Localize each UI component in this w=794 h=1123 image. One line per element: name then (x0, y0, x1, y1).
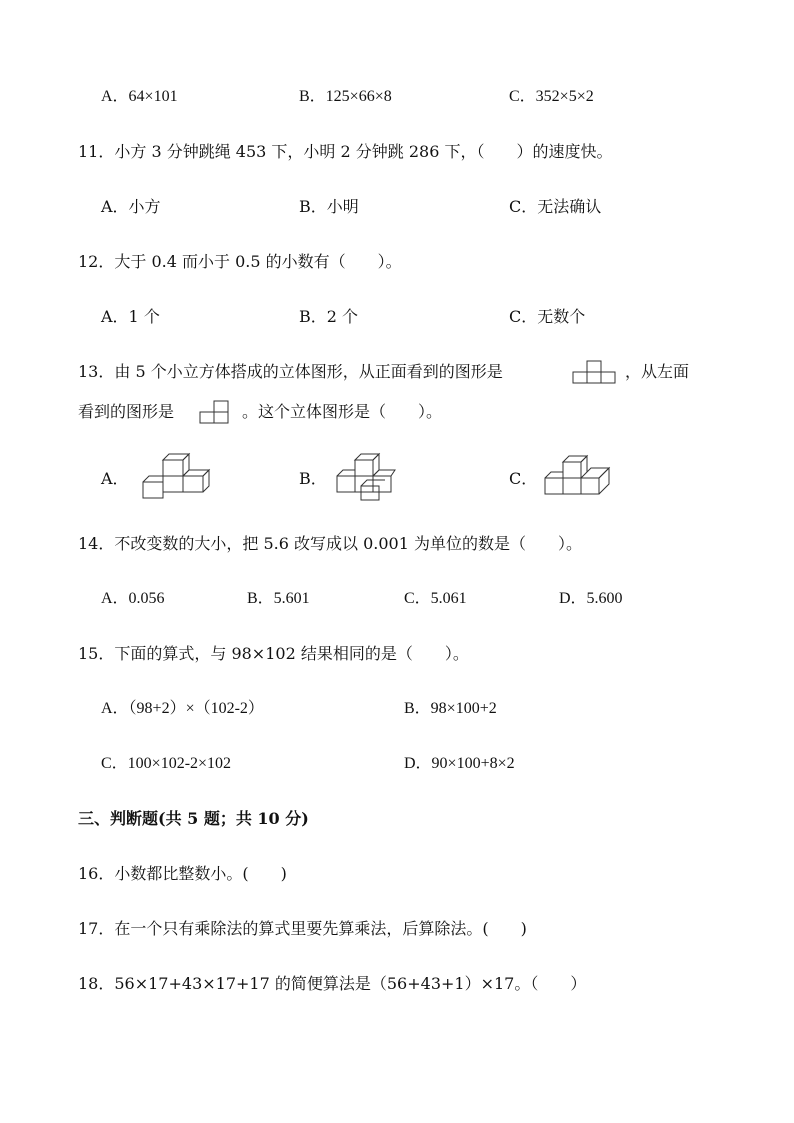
q18-stem: 18．56×17+43×17+17 的简便算法是（56+43+1）×17。（ ） (78, 974, 587, 993)
q15-option-a[interactable]: A．（98+2）×（102-2） (101, 700, 264, 717)
q11-stem-row (0, 137, 794, 167)
q14-stem: 14．不改变数的大小，把 5.6 改写成以 0.001 为单位的数是（ ）。 (78, 534, 582, 553)
q16-row (0, 859, 794, 889)
q11-options (0, 192, 794, 222)
q17-row (0, 914, 794, 944)
q14-options (0, 584, 794, 614)
q13-option-b-figure[interactable] (333, 452, 403, 512)
q14-option-c[interactable]: C．5.061 (404, 590, 467, 607)
q13-option-a-figure[interactable] (135, 452, 215, 512)
q15-option-d[interactable]: D．90×100+8×2 (404, 755, 515, 772)
q12-options (0, 302, 794, 332)
q15-option-c[interactable]: C．100×102-2×102 (101, 755, 232, 772)
q12-option-c[interactable]: C．无数个 (509, 307, 586, 326)
q15-options-row2 (0, 749, 794, 779)
q13-option-b-label[interactable]: B． (299, 469, 327, 488)
q16-stem: 16．小数都比整数小。( ) (78, 864, 287, 883)
q13-stem-row2 (0, 397, 794, 427)
q13-stem-line2-part1: 看到的图形是 (78, 402, 175, 421)
q12-stem: 12．大于 0.4 而小于 0.5 的小数有（ ）。 (78, 252, 402, 271)
q13-option-a-label[interactable]: A． (101, 469, 129, 488)
q13-options (0, 464, 794, 504)
left-view-figure (199, 399, 231, 435)
q18-row (0, 969, 794, 999)
q10-option-a[interactable]: A．64×101 (101, 88, 178, 105)
q12-stem-row (0, 247, 794, 277)
q17-stem: 17．在一个只有乘除法的算式里要先算乘法，后算除法。( ) (78, 919, 527, 938)
q14-option-d[interactable]: D．5.600 (559, 590, 623, 607)
q14-option-b[interactable]: B．5.601 (247, 590, 310, 607)
q14-option-a[interactable]: A．0.056 (101, 590, 165, 607)
q11-option-b[interactable]: B．小明 (299, 197, 359, 216)
q13-stem-line2-part2: 。这个立体图形是（ ）。 (242, 402, 443, 421)
section3-heading-row (0, 804, 794, 834)
q14-stem-row (0, 529, 794, 559)
section3-title: 三、判断题(共 5 题；共 10 分) (78, 809, 309, 828)
q10-options (0, 82, 794, 112)
q11-option-c[interactable]: C．无法确认 (509, 197, 602, 216)
q15-stem: 15．下面的算式，与 98×102 结果相同的是（ ）。 (78, 644, 469, 663)
q15-option-b[interactable]: B．98×100+2 (404, 700, 497, 717)
q10-option-c[interactable]: C．352×5×2 (509, 88, 594, 105)
q13-stem-row1 (0, 357, 794, 387)
q13-stem-part2: ，从左面 (625, 362, 690, 381)
q13-stem-part1: 13．由 5 个小立方体搭成的立体图形，从正面看到的图形是 (78, 362, 503, 381)
q12-option-b[interactable]: B．2 个 (299, 307, 359, 326)
q13-option-c-figure[interactable] (543, 452, 619, 512)
q11-stem: 11．小方 3 分钟跳绳 453 下，小明 2 分钟跳 286 下，（ ）的速度快。 (78, 142, 613, 161)
q12-option-a[interactable]: A．1 个 (101, 307, 160, 326)
q11-option-a[interactable]: A．小方 (101, 197, 161, 216)
q15-options-row1 (0, 694, 794, 724)
front-view-figure (572, 359, 616, 395)
q10-option-b[interactable]: B．125×66×8 (299, 88, 392, 105)
q15-stem-row (0, 639, 794, 669)
q13-option-c-label[interactable]: C． (509, 469, 538, 488)
